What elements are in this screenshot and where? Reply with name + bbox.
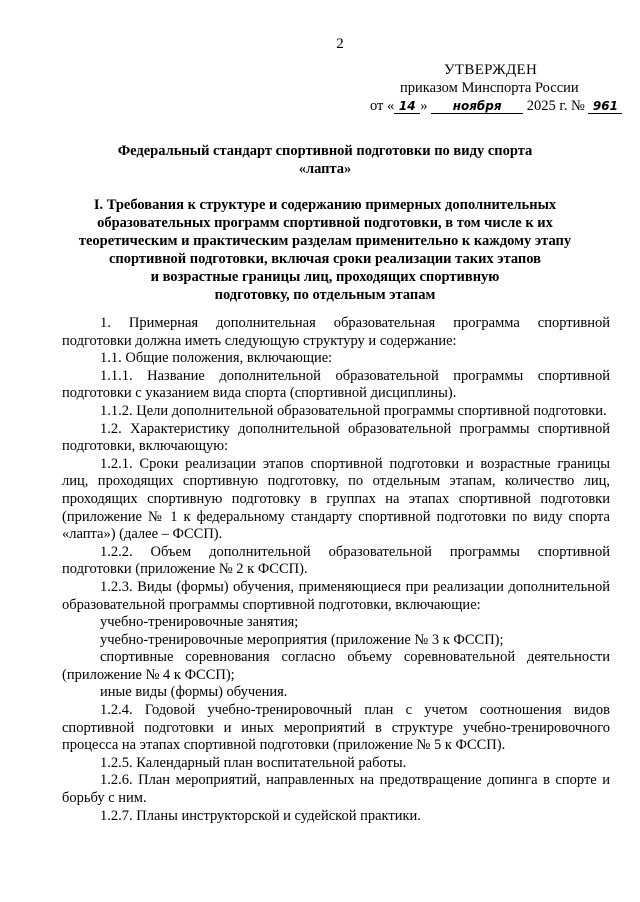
paragraph: 1.1.2. Цели дополнительной образовательной программы спортивной подготовки. [100,402,607,419]
paragraph: 1.2.3. Виды (формы) обучения, применяющиеся при реализации дополнительной образовательной программы спортивной подготовки, включающие: [62,578,610,613]
date-mid: » [420,98,428,114]
handwritten-order-number: 961 [588,99,622,114]
section-heading [60,196,590,304]
heading-line: подготовку, по отдельным этапам [214,287,436,303]
title-line: «лапта» [298,161,352,177]
handwritten-day: 14 [394,99,420,114]
title-line: Федеральный стандарт спортивной подготовки по виду спорта [117,143,533,159]
list-item: иные виды (формы) обучения. [100,684,288,701]
date-prefix: от « [370,98,395,114]
paragraph: 1.1. Общие положения, включающие: [100,350,333,367]
heading-line: спортивной подготовки, включая сроки реализации таких этапов [108,251,541,267]
approval-date-line [370,98,622,115]
approval-order: приказом Минспорта России [400,80,579,96]
paragraph: 1.2.2. Объем дополнительной образовательной программы спортивной подготовки (приложение № 2 к ФССП). [62,543,610,578]
page-number: 2 [336,36,344,52]
document-body [62,315,610,825]
handwritten-month: ноября [431,99,523,114]
paragraph: 1.2. Характеристику дополнительной образовательной программы спортивной подготовки, включающую: [62,420,610,455]
paragraph: 1.2.4. Годовой учебно-тренировочный план с учетом соотношения видов спортивной подготовки и иных мероприятий в структуре учебно-тренировочного процесса на этапах спортивной подготовки (приложение № 5 к ФССП). [62,702,610,754]
heading-line: теоретическим и практическим разделам применительно к каждому этапу [78,233,572,249]
date-year-number: 2025 г. № [526,98,585,114]
paragraph: 1.1.1. Название дополнительной образовательной программы спортивной подготовки с указанием вида спорта (спортивной дисциплины). [62,367,610,402]
paragraph: 1.2.6. План мероприятий, направленных на предотвращение допинга в спорте и борьбу с ним. [62,772,610,807]
paragraph: 1.2.5. Календарный план воспитательной работы. [100,754,407,771]
list-item: учебно-тренировочные занятия; [100,614,299,631]
heading-line: I. Требования к структуре и содержанию примерных дополнительных [93,197,557,213]
heading-line: образовательных программ спортивной подготовки, в том числе к их [97,215,553,231]
paragraph: 1.2.1. Сроки реализации этапов спортивной подготовки и возрастные границы лиц, проходящих спортивную подготовку, по отдельным этапам, количество лиц, проходящих спортивную подготовку в группах на этапах спортивной подготовки (приложение № 1 к федеральному стандарту спортивной подготовки по виду спорта «лапта») (далее – ФССП). [62,455,610,543]
approval-title: УТВЕРЖДЕН [444,62,538,78]
list-item: учебно-тренировочные мероприятия (приложение № 3 к ФССП); [100,631,504,648]
document-title [60,142,590,178]
heading-line: и возрастные границы лиц, проходящих спортивную [150,269,500,285]
list-item: спортивные соревнования согласно объему соревновательной деятельности (приложение № 4 к ФССП); [62,649,610,683]
paragraph: 1.2.7. Планы инструкторской и судейской практики. [100,807,421,824]
paragraph: 1. Примерная дополнительная образовательная программа спортивной подготовки должна иметь следующую структуру и содержание: [62,315,610,349]
